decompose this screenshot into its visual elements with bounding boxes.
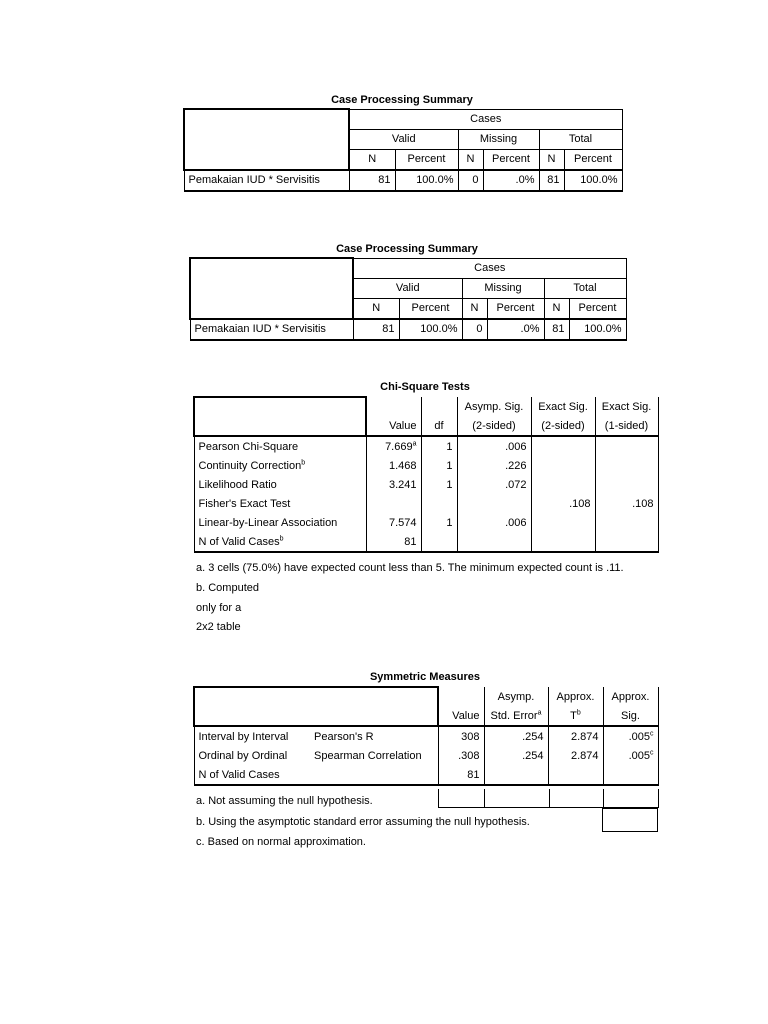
chi-row-asymp: .072 [457, 475, 531, 494]
sym-header-ase-sup: a [537, 708, 542, 716]
cps2-percent-header: Percent [569, 298, 626, 319]
cps1-table [183, 108, 623, 192]
cps2-title: Case Processing Summary [336, 243, 478, 255]
cps2-percent-header: Percent [399, 298, 462, 319]
chi-row-label-text: Continuity Correction [198, 459, 302, 472]
sym-row [194, 746, 658, 765]
sym-header-ase: Asymp. [484, 687, 548, 706]
sym-header-sig: Approx. [603, 687, 658, 706]
cps1-total-n: 81 [539, 170, 564, 191]
cps2-row-label: Pemakaian IUD * Servisitis [190, 319, 353, 340]
cps2-valid-header: Valid [353, 278, 462, 298]
cps1-total-header: Total [539, 129, 622, 149]
sym-header-ase-sub [484, 706, 548, 726]
chi-row [194, 475, 658, 494]
chi-header-asymp: Asymp. Sig. [457, 397, 531, 416]
chi-row-value-text: 3.241 [388, 478, 417, 491]
chi-row-exact2 [531, 456, 595, 475]
cps2-missing-percent: .0% [487, 319, 544, 340]
cps1-n-header: N [458, 149, 483, 170]
sym-row-sig [603, 746, 658, 765]
cps1-n-header: N [539, 149, 564, 170]
cps2-total-n: 81 [544, 319, 569, 340]
sym-note-a: a. Not assuming the null hypothesis. [196, 795, 373, 807]
sym-row-ase [484, 765, 548, 785]
chi-row-label [194, 513, 366, 532]
chi-row-asymp: .006 [457, 513, 531, 532]
chi-row-label-text: Pearson Chi-Square [198, 440, 299, 453]
cps2-valid-percent: 100.0% [399, 319, 462, 340]
chi-row-exact1 [595, 513, 658, 532]
chi-row-df: 1 [421, 436, 457, 456]
sym-row [194, 765, 658, 785]
chi-header-exact2: Exact Sig. [531, 397, 595, 416]
cps2-total-header: Total [544, 278, 626, 298]
sym-row-sig [603, 726, 658, 746]
sym-footnote-divider [484, 789, 485, 807]
cps1-missing-percent: .0% [483, 170, 539, 191]
chi-note-a: a. 3 cells (75.0%) have expected count less than 5. The minimum expected count is .11. [196, 562, 624, 574]
chi-row-value-text: 1.468 [388, 459, 417, 472]
chi-row [194, 532, 658, 552]
chi-corner-cell [194, 397, 366, 436]
chi-header-exact1: Exact Sig. [595, 397, 658, 416]
sym-row-t: 2.874 [548, 726, 603, 746]
cps2-n-header: N [544, 298, 569, 319]
sym-corner-cell [194, 687, 438, 726]
chi-row-value-text: 7.574 [388, 516, 417, 529]
chi-row-value [366, 513, 421, 532]
sym-row-sig-sup: c [650, 729, 654, 737]
chi-row-exact2 [531, 532, 595, 552]
sym-row-measure [310, 765, 438, 785]
sym-header-sig-sub: Sig. [603, 706, 658, 726]
chi-header-exact2-sub: (2-sided) [531, 416, 595, 436]
chi-row-label-sup: b [279, 534, 284, 542]
cps2-n-header: N [462, 298, 487, 319]
sym-header-t-sub [548, 706, 603, 726]
sym-row-t: 2.874 [548, 746, 603, 765]
chi-row-label [194, 494, 366, 513]
sym-row [194, 726, 658, 746]
cps2-cases-header: Cases [353, 258, 626, 278]
chi-row-asymp: .226 [457, 456, 531, 475]
sym-footnote-grid [438, 789, 659, 808]
cps1-row-label: Pemakaian IUD * Servisitis [184, 170, 349, 191]
chi-row-value-text: 81 [404, 535, 417, 548]
sym-header-t-sub-text: T [570, 709, 577, 722]
cps2-corner-cell [190, 258, 353, 319]
chi-row-exact2 [531, 475, 595, 494]
chi-row-df: 1 [421, 475, 457, 494]
sym-row-value: 308 [438, 726, 484, 746]
sym-footnote-divider [549, 789, 550, 807]
cps1-cases-header: Cases [349, 109, 622, 129]
chi-row-label-text: N of Valid Cases [198, 535, 280, 548]
sym-header-t: Approx. [548, 687, 603, 706]
cps1-percent-header: Percent [395, 149, 458, 170]
cps2-percent-header: Percent [487, 298, 544, 319]
chi-row-exact1 [595, 436, 658, 456]
chi-row-value-text: 7.669 [385, 440, 413, 453]
chi-square-table [193, 396, 659, 553]
chi-note-b2: only for a [196, 602, 242, 614]
chi-row-df [421, 532, 457, 552]
chi-row-exact1 [595, 532, 658, 552]
chi-note-b1: b. Computed [196, 582, 259, 594]
sym-row-measure: Spearman Correlation [310, 746, 438, 765]
chi-row-label [194, 436, 366, 456]
cps2-total-percent: 100.0% [569, 319, 626, 340]
chi-row [194, 494, 658, 513]
chi-row-label-text: Fisher's Exact Test [198, 497, 291, 510]
cps1-title: Case Processing Summary [331, 94, 473, 106]
sym-header-t-sup: b [576, 708, 581, 716]
chi-header-df-top [421, 397, 457, 416]
sym-row-value: .308 [438, 746, 484, 765]
sym-header-value: Value [438, 706, 484, 726]
chi-row-asymp [457, 532, 531, 552]
chi-header-asymp-sub: (2-sided) [457, 416, 531, 436]
chi-row [194, 513, 658, 532]
chi-note-b3: 2x2 table [196, 621, 241, 633]
chi-row-df: 1 [421, 456, 457, 475]
chi-row-exact2: .108 [531, 494, 595, 513]
chi-row-label-sup: b [301, 458, 306, 466]
sym-row-sig-sup: c [650, 748, 654, 756]
sym-row-sig-text: .005 [628, 749, 650, 762]
sym-header-ase-sub-text: Std. Error [490, 709, 538, 722]
sym-row-measure: Pearson's R [310, 726, 438, 746]
chi-row-label-text: Linear-by-Linear Association [198, 516, 338, 529]
symmetric-measures-table [193, 686, 659, 786]
cps1-corner-cell [184, 109, 349, 170]
chi-row-value [366, 475, 421, 494]
cps1-valid-header: Valid [349, 129, 458, 149]
cps1-missing-header: Missing [458, 129, 539, 149]
chi-row-asymp [457, 494, 531, 513]
sym-row-sig [603, 765, 658, 785]
sym-row-value: 81 [438, 765, 484, 785]
chi-row-label [194, 532, 366, 552]
chi-row-value [366, 494, 421, 513]
cps2-table [189, 257, 627, 341]
cps1-percent-header: Percent [564, 149, 622, 170]
cps2-valid-n: 81 [353, 319, 399, 340]
sym-row-t [548, 765, 603, 785]
sym-footnote-divider [603, 789, 604, 807]
sym-row-sig-text: .005 [628, 730, 650, 743]
sym-footnote-cell [602, 808, 658, 832]
cps1-valid-percent: 100.0% [395, 170, 458, 191]
chi-row-exact2 [531, 513, 595, 532]
cps2-n-header: N [353, 298, 399, 319]
chi-row-label [194, 475, 366, 494]
cps1-valid-n: 81 [349, 170, 395, 191]
chi-row-value [366, 456, 421, 475]
cps2-missing-header: Missing [462, 278, 544, 298]
chi-row-label-text: Likelihood Ratio [198, 478, 277, 491]
chi-row-exact1 [595, 475, 658, 494]
cps2-missing-n: 0 [462, 319, 487, 340]
chi-header-value: Value [366, 416, 421, 436]
chi-row-df [421, 494, 457, 513]
chi-row-label [194, 456, 366, 475]
chi-title: Chi-Square Tests [380, 381, 470, 393]
chi-row [194, 456, 658, 475]
chi-row-value [366, 532, 421, 552]
chi-row-exact2 [531, 436, 595, 456]
chi-header-df: df [421, 416, 457, 436]
chi-row-df: 1 [421, 513, 457, 532]
sym-row-category: Ordinal by Ordinal [194, 746, 310, 765]
sym-row-ase: .254 [484, 726, 548, 746]
chi-row-value-sup: a [412, 439, 417, 447]
cps1-missing-n: 0 [458, 170, 483, 191]
chi-row-exact1: .108 [595, 494, 658, 513]
sym-note-c: c. Based on normal approximation. [196, 836, 366, 848]
sym-title: Symmetric Measures [369, 671, 481, 683]
cps1-percent-header: Percent [483, 149, 539, 170]
chi-row-value [366, 436, 421, 456]
sym-row-ase: .254 [484, 746, 548, 765]
cps1-total-percent: 100.0% [564, 170, 622, 191]
sym-note-b: b. Using the asymptotic standard error assuming the null hypothesis. [196, 816, 530, 828]
chi-header-value-top [366, 397, 421, 416]
chi-row-asymp: .006 [457, 436, 531, 456]
chi-row-exact1 [595, 456, 658, 475]
chi-row [194, 436, 658, 456]
sym-header-value-top [438, 687, 484, 706]
chi-header-exact1-sub: (1-sided) [595, 416, 658, 436]
cps1-n-header: N [349, 149, 395, 170]
sym-row-category: Interval by Interval [194, 726, 310, 746]
sym-row-category: N of Valid Cases [194, 765, 310, 785]
